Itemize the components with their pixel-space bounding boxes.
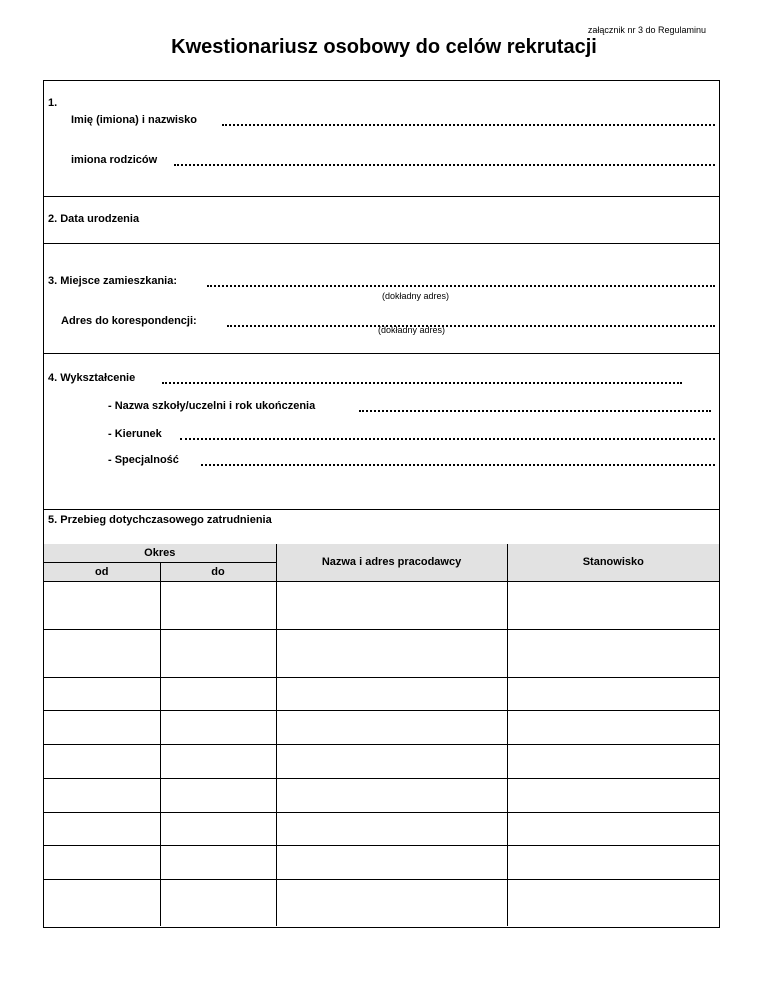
section-3	[44, 244, 719, 354]
cell-position[interactable]	[507, 778, 719, 812]
school-label: - Nazwa szkoły/uczelni i rok ukończenia	[108, 400, 316, 412]
cell-employer[interactable]	[276, 710, 507, 744]
cell-position[interactable]	[507, 879, 719, 926]
section-5	[44, 510, 719, 544]
education-label: 4. Wykształcenie	[48, 372, 136, 384]
cell-employer[interactable]	[276, 778, 507, 812]
cell-position[interactable]	[507, 629, 719, 677]
cell-position[interactable]	[507, 581, 719, 629]
cell-employer[interactable]	[276, 879, 507, 926]
education-field[interactable]	[162, 382, 682, 384]
table-row	[44, 629, 719, 677]
employment-table	[44, 544, 719, 926]
correspondence-field[interactable]	[227, 325, 715, 327]
table-row	[44, 812, 719, 845]
major-label: - Kierunek	[108, 428, 162, 440]
employer-header: Nazwa i adres pracodawcy	[276, 544, 507, 581]
cell-employer[interactable]	[276, 629, 507, 677]
table-row	[44, 778, 719, 812]
cell-from[interactable]	[44, 879, 160, 926]
cell-position[interactable]	[507, 677, 719, 710]
cell-to[interactable]	[160, 744, 276, 778]
cell-from[interactable]	[44, 845, 160, 879]
annex-note: załącznik nr 3 do Regulaminu	[587, 25, 706, 35]
cell-to[interactable]	[160, 845, 276, 879]
to-header: do	[160, 562, 276, 581]
correspondence-label: Adres do korespondencji:	[61, 315, 197, 327]
section-1	[44, 81, 719, 197]
cell-employer[interactable]	[276, 744, 507, 778]
cell-to[interactable]	[160, 778, 276, 812]
cell-from[interactable]	[44, 629, 160, 677]
parents-label: imiona rodziców	[71, 154, 158, 166]
cell-from[interactable]	[44, 744, 160, 778]
section-4	[44, 354, 719, 510]
correspondence-hint: (dokładny adres)	[378, 325, 446, 335]
page-title: Kwestionariusz osobowy do celów rekrutacji	[171, 36, 597, 58]
specialty-field[interactable]	[201, 464, 715, 466]
table-row	[44, 677, 719, 710]
cell-position[interactable]	[507, 744, 719, 778]
residence-hint: (dokładny adres)	[382, 291, 450, 301]
cell-position[interactable]	[507, 812, 719, 845]
birth-date-label: 2. Data urodzenia	[48, 213, 140, 225]
residence-label: 3. Miejsce zamieszkania:	[48, 275, 178, 287]
cell-from[interactable]	[44, 710, 160, 744]
table-row	[44, 879, 719, 926]
table-row	[44, 744, 719, 778]
cell-position[interactable]	[507, 845, 719, 879]
table-row	[44, 845, 719, 879]
period-header: Okres	[44, 544, 276, 562]
residence-field[interactable]	[207, 285, 715, 287]
table-row	[44, 581, 719, 629]
employment-label: 5. Przebieg dotychczasowego zatrudnienia	[48, 514, 272, 526]
parents-field[interactable]	[174, 164, 715, 166]
specialty-label: - Specjalność	[108, 454, 179, 466]
cell-to[interactable]	[160, 629, 276, 677]
name-field[interactable]	[222, 124, 715, 126]
cell-to[interactable]	[160, 710, 276, 744]
cell-from[interactable]	[44, 812, 160, 845]
cell-employer[interactable]	[276, 677, 507, 710]
cell-from[interactable]	[44, 581, 160, 629]
position-header: Stanowisko	[507, 544, 719, 581]
cell-to[interactable]	[160, 677, 276, 710]
major-field[interactable]	[180, 438, 715, 440]
cell-position[interactable]	[507, 710, 719, 744]
questionnaire-form	[43, 80, 720, 928]
school-field[interactable]	[359, 410, 711, 412]
name-label: Imię (imiona) i nazwisko	[71, 114, 197, 126]
cell-from[interactable]	[44, 677, 160, 710]
table-row	[44, 710, 719, 744]
from-header: od	[44, 562, 160, 581]
cell-employer[interactable]	[276, 581, 507, 629]
section-1-number: 1.	[48, 97, 58, 109]
cell-to[interactable]	[160, 879, 276, 926]
cell-to[interactable]	[160, 812, 276, 845]
cell-employer[interactable]	[276, 845, 507, 879]
cell-from[interactable]	[44, 778, 160, 812]
section-2	[44, 197, 719, 244]
cell-employer[interactable]	[276, 812, 507, 845]
cell-to[interactable]	[160, 581, 276, 629]
